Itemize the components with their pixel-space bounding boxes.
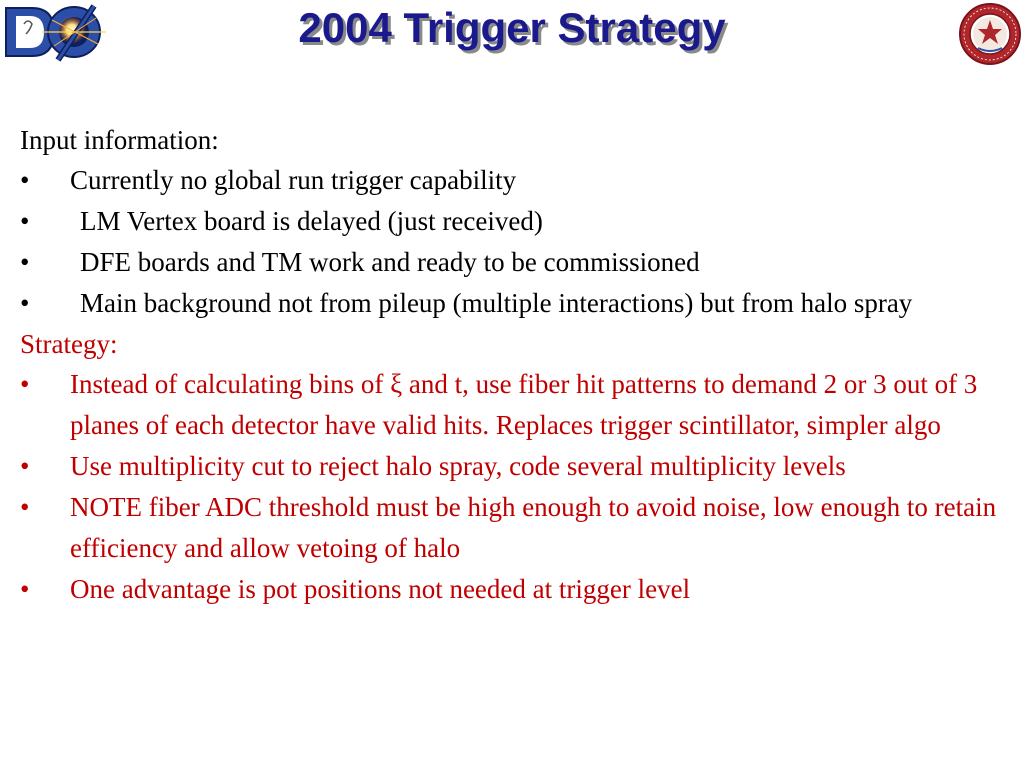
list-item	[20, 487, 1020, 569]
list-item-text: LM Vertex board is delayed (just received)	[80, 206, 543, 236]
bullet-icon: •	[20, 165, 30, 195]
list-item-text: Currently no global run trigger capability	[70, 165, 517, 195]
bullet-icon: •	[20, 574, 30, 604]
bullet-icon: •	[20, 247, 30, 277]
list-item-text: Use multiplicity cut to reject halo spray, code several multiplicity levels	[70, 451, 846, 481]
list-item-text: DFE boards and TM work and ready to be commissioned	[80, 247, 700, 277]
list-item-text: Main background not from pileup (multiple interactions) but from halo spray	[80, 288, 913, 318]
bullet-icon: •	[20, 369, 30, 399]
list-item	[20, 569, 1020, 610]
list-item	[20, 446, 1020, 487]
list-item	[20, 242, 1020, 283]
list-item	[20, 160, 1020, 201]
list-item-text: Instead of calculating bins of ξ and t, use fiber hit patterns to demand 2 or 3 out of 3 planes of each detector have valid hits. Replaces trigger scintillator, simpler algo	[70, 369, 978, 440]
bullet-icon: •	[20, 288, 30, 318]
slide-body	[20, 120, 1020, 610]
list-item	[20, 364, 1020, 446]
bullet-icon: •	[20, 492, 30, 522]
input-information-heading: Input information:	[20, 125, 219, 155]
list-item-text: NOTE fiber ADC threshold must be high enough to avoid noise, low enough to retain efficiency and allow vetoing of halo	[70, 492, 997, 563]
slide-title: 2004 Trigger Strategy	[298, 4, 726, 51]
list-item	[20, 283, 1020, 324]
list-item	[20, 201, 1020, 242]
strategy-heading: Strategy:	[20, 329, 118, 359]
bullet-icon: •	[20, 206, 30, 236]
bullet-icon: •	[20, 451, 30, 481]
list-item-text: One advantage is pot positions not needed at trigger level	[70, 574, 691, 604]
university-seal-logo	[958, 2, 1022, 66]
